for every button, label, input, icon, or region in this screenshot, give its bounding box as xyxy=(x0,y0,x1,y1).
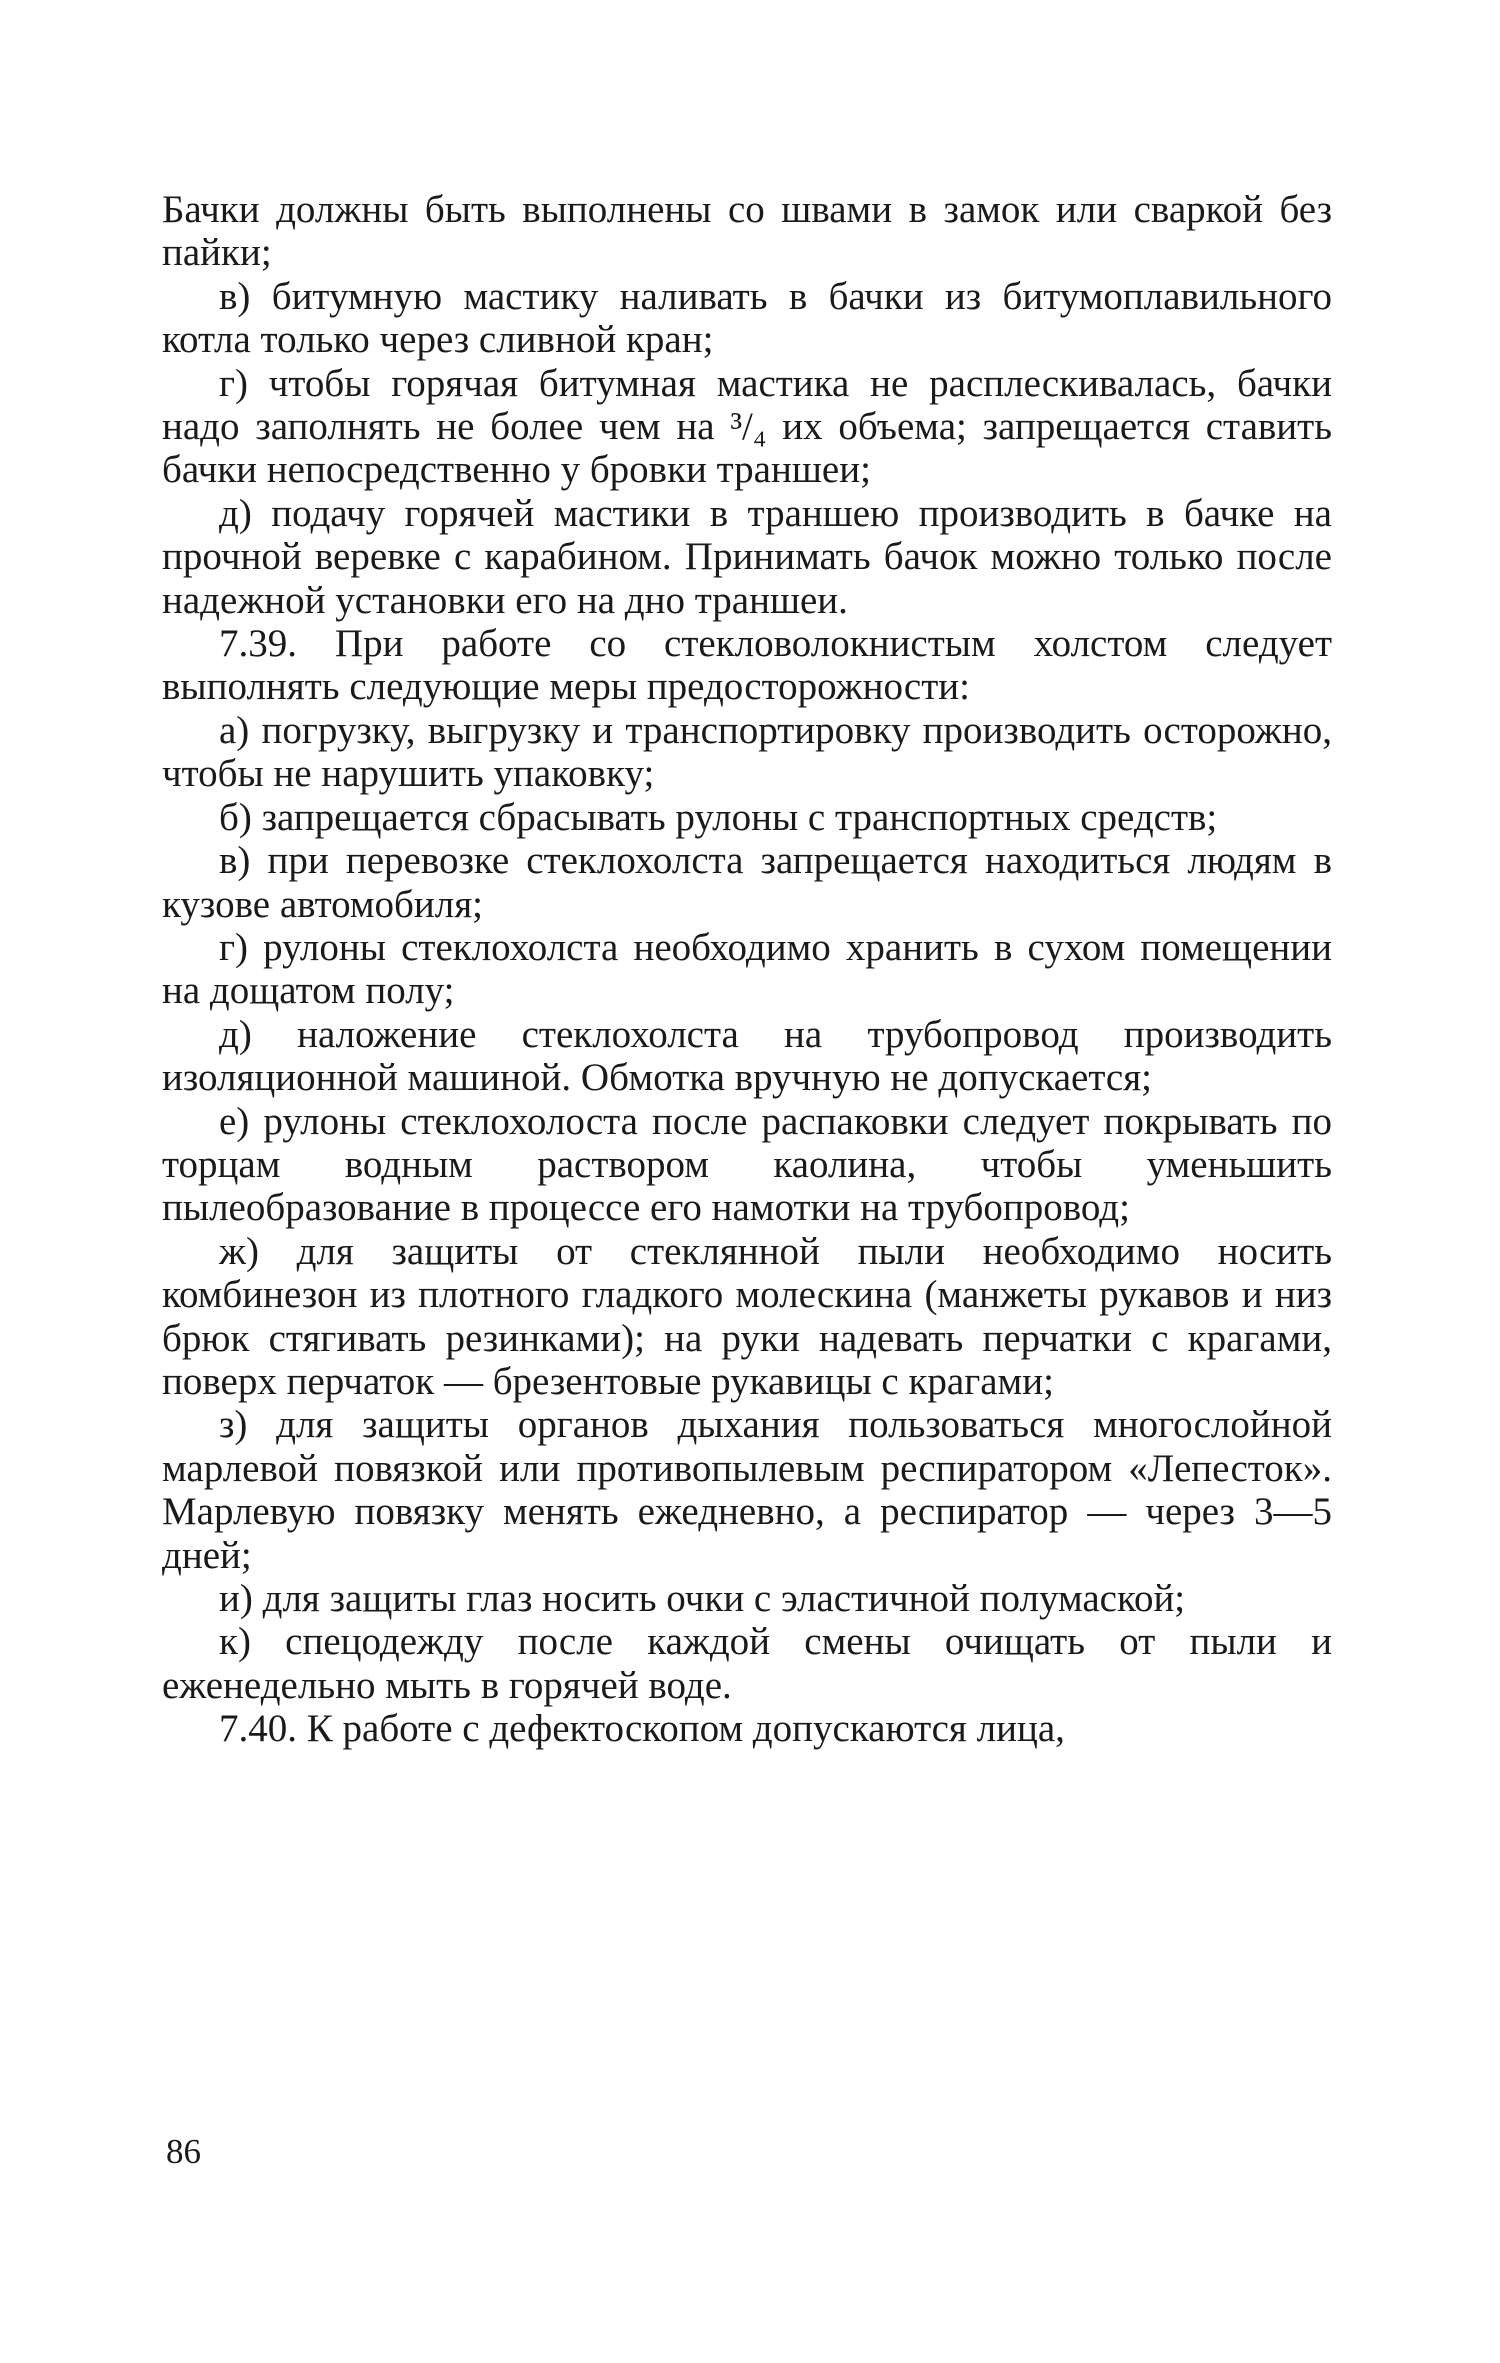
paragraph: в) битумную мастику наливать в бачки из битумоплавильного котла только через сливной кран; xyxy=(162,274,1332,362)
paragraph: а) погрузку, выгрузку и транспортировку производить осторожно, чтобы не нарушить упаковку; xyxy=(162,708,1332,796)
paragraph: г) рулоны стеклохолста необходимо хранить в сухом помещении на дощатом полу; xyxy=(162,925,1332,1013)
page-number: 86 xyxy=(166,2132,201,2171)
paragraph: и) для защиты глаз носить очки с эластичной полумаской; xyxy=(219,1577,1186,1620)
section-7-40: 7.40. К работе с дефектоскопом допускаются лица, xyxy=(219,1707,1065,1751)
paragraph: в) при перевозке стеклохолста запрещается находиться людям в кузове автомобиля; xyxy=(162,839,1332,926)
paragraph: ж) для защиты от стеклянной пыли необходимо носить комбинезон из плотного гладкого молескина (манжеты рукавов и низ брюк стягивать резинками); на руки надевать перчатки с крагами, поверх перчаток — брезентовые рукавицы с крагами; xyxy=(162,1229,1332,1403)
page-body xyxy=(162,188,1332,1751)
paragraph: д) подачу горячей мастики в траншею производить в бачке на прочной веревке с карабином. Принимать бачок можно только после надежной установки его на дно траншеи. xyxy=(162,491,1332,622)
section-7-39: 7.39. При работе со стекловолокнистым холстом следует выполнять следующие меры предосторожности: xyxy=(162,622,1332,709)
paragraph: б) запрещается сбрасывать рулоны с транспортных средств; xyxy=(219,795,1218,839)
paragraph: з) для защиты органов дыхания пользоваться многослойной марлевой повязкой или противопылевым респиратором «Лепесток». Марлевую повязку менять ежедневно, а респиратор — через 3—5 дней; xyxy=(162,1403,1332,1577)
paragraph: Бачки должны быть выполнены со швами в замок или сваркой без пайки; xyxy=(162,188,1332,275)
paragraph: е) рулоны стеклохолоста после распаковки следует покрывать по торцам водным раствором каолина, чтобы уменьшить пылеобразование в процессе его намотки на трубопровод; xyxy=(162,1099,1332,1230)
paragraph: д) наложение стеклохолста на трубопровод производить изоляционной машиной. Обмотка вручную не допускается; xyxy=(162,1012,1332,1100)
paragraph: г) чтобы горячая битумная мастика не расплескивалась, бачки надо заполнять не более чем на ³/₄ их объема; запрещается ставить бачки непосредственно у бровки траншеи; xyxy=(162,361,1332,492)
paragraph: к) спецодежду после каждой смены очищать от пыли и еженедельно мыть в горячей воде. xyxy=(162,1620,1332,1707)
